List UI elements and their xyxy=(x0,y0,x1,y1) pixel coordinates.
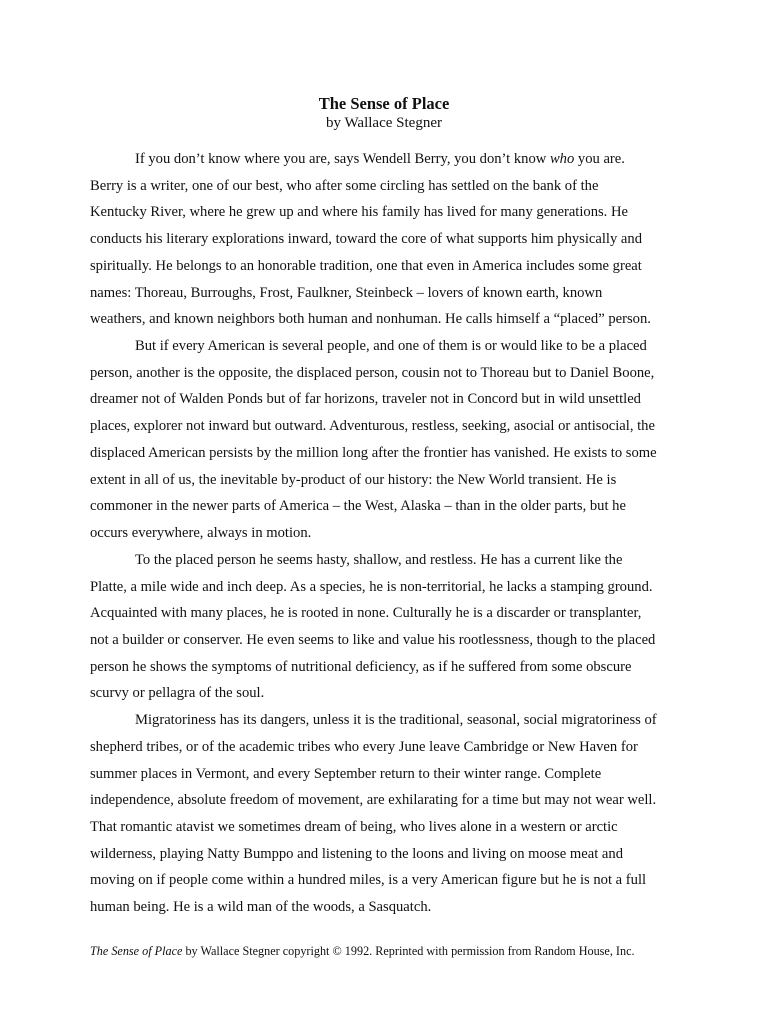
text-line xyxy=(90,146,690,173)
text-line-content: Berry is a writer, one of our best, who after some circling has settled on the bank of the xyxy=(90,177,599,194)
text-line-content: not a builder or conserver. He even seems to like and value his rootlessness, though to the placed xyxy=(90,631,656,648)
text-line xyxy=(90,867,690,894)
text-line-content: If you don’t know where you are, says Wendell Berry, you don’t know xyxy=(135,151,550,167)
text-line-content: places, explorer not inward but outward. Adventurous, restless, seeking, asocial or antisocial, the xyxy=(90,418,655,435)
text-line xyxy=(90,360,690,387)
text-line-content: displaced American persists by the million long after the frontier has vanished. He exists to some xyxy=(90,444,657,461)
text-line-content: scurvy or pellagra of the soul. xyxy=(90,685,265,702)
text-line xyxy=(90,520,690,547)
text-line xyxy=(90,761,690,788)
text-line-content: Migratoriness has its dangers, unless it is the traditional, seasonal, social migratoriness of xyxy=(135,712,657,729)
text-line xyxy=(90,707,690,734)
text-line xyxy=(90,440,690,467)
text-line xyxy=(90,386,690,413)
text-line xyxy=(90,173,690,200)
text-line-content: That romantic atavist we sometimes dream of being, who lives alone in a western or arctic xyxy=(90,818,618,835)
text-line xyxy=(90,574,690,601)
text-line xyxy=(90,493,690,520)
text-line-content: person he shows the symptoms of nutritional deficiency, as if he suffered from some obscure xyxy=(90,658,632,675)
text-line xyxy=(90,253,690,280)
text-line-content: Acquainted with many places, he is rooted in none. Culturally he is a discarder or transplanter, xyxy=(90,605,642,622)
text-line-content: To the placed person he seems hasty, shallow, and restless. He has a current like the xyxy=(135,551,623,568)
text-line xyxy=(90,654,690,681)
text-line-tail: you are. xyxy=(574,151,625,167)
text-line xyxy=(90,467,690,494)
text-line xyxy=(90,627,690,654)
text-line xyxy=(90,787,690,814)
text-line xyxy=(90,814,690,841)
text-line xyxy=(90,413,690,440)
text-line-content: independence, absolute freedom of movement, are exhilarating for a time but may not wear well. xyxy=(90,792,657,809)
text-line-content: wilderness, playing Natty Bumppo and listening to the loons and living on moose meat and xyxy=(90,845,624,862)
text-line-content: Kentucky River, where he grew up and where his family has lived for many generations. He xyxy=(90,204,628,221)
text-line-content: summer places in Vermont, and every September return to their winter range. Complete xyxy=(90,765,602,782)
copyright-footer xyxy=(90,943,730,959)
text-line-content: weathers, and known neighbors both human and nonhuman. He calls himself a “placed” person. xyxy=(90,311,651,328)
text-line-content: names: Thoreau, Burroughs, Frost, Faulkner, Steinbeck – lovers of known earth, known xyxy=(90,284,603,301)
essay-body xyxy=(90,146,690,921)
text-line xyxy=(90,680,690,707)
text-line xyxy=(90,199,690,226)
text-line-content: conducts his literary explorations inward, toward the core of what supports him physically and xyxy=(90,231,642,248)
text-line-content: moving on if people come within a hundred miles, is a very American figure but he is not a full xyxy=(90,872,647,889)
text-line-content: Platte, a mile wide and inch deep. As a species, he is non-territorial, he lacks a stamping ground. xyxy=(90,578,653,595)
text-line-content: shepherd tribes, or of the academic tribes who every June leave Cambridge or New Haven for xyxy=(90,738,638,755)
text-line xyxy=(90,547,690,574)
footer-book-title: The Sense of Place xyxy=(90,944,183,958)
text-line xyxy=(90,306,690,333)
text-line-content: commoner in the newer parts of America – the West, Alaska – than in the older parts, but he xyxy=(90,498,626,515)
text-line-content: dreamer not of Walden Ponds but of far horizons, traveler not in Concord but in wild unsettled xyxy=(90,391,641,408)
footer-copyright-text: by Wallace Stegner copyright © 1992. Reprinted with permission from Random House, Inc. xyxy=(182,944,635,958)
document-byline: by Wallace Stegner xyxy=(326,115,442,131)
text-line-content: spiritually. He belongs to an honorable tradition, one that even in America includes some great xyxy=(90,257,642,274)
text-line xyxy=(90,333,690,360)
text-line xyxy=(90,894,690,921)
text-line xyxy=(90,734,690,761)
text-line-content: human being. He is a wild man of the woods, a Sasquatch. xyxy=(90,899,432,916)
text-line xyxy=(90,600,690,627)
text-line xyxy=(90,841,690,868)
text-line-content: But if every American is several people, and one of them is or would like to be a placed xyxy=(135,338,647,355)
emphasized-word: who xyxy=(549,151,575,167)
text-line xyxy=(90,280,690,307)
text-line-content: person, another is the opposite, the displaced person, cousin not to Thoreau but to Daniel Boone, xyxy=(90,364,655,381)
text-line-content: extent in all of us, the inevitable by-product of our history: the New World transient. He is xyxy=(90,471,617,488)
document-title: The Sense of Place xyxy=(318,94,450,113)
text-line xyxy=(90,226,690,253)
text-line-content: occurs everywhere, always in motion. xyxy=(90,525,312,542)
